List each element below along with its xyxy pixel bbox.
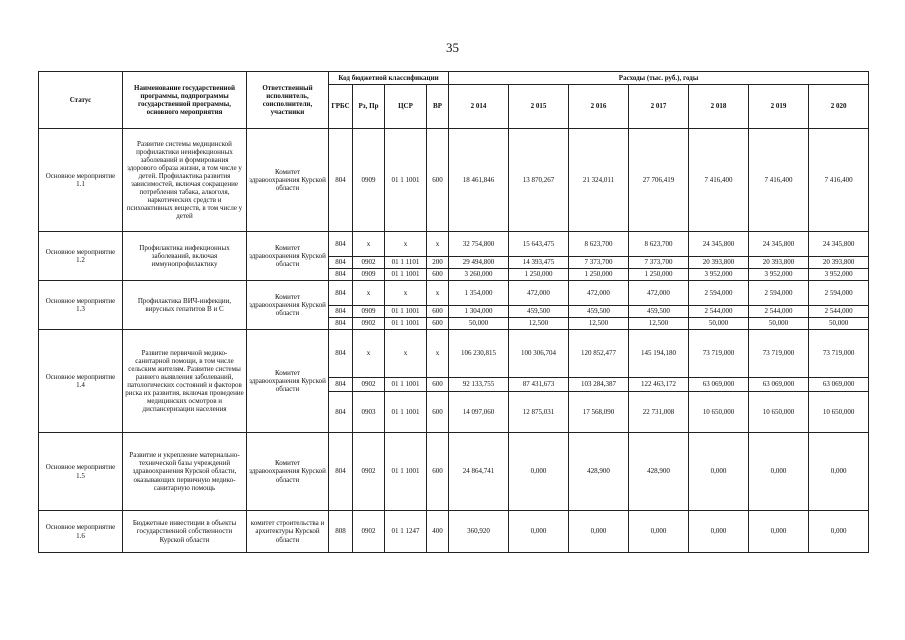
code-grbs-cell: 804 [329, 257, 353, 269]
expense-cell: 459,500 [509, 306, 569, 318]
expense-cell: 2 594,000 [749, 281, 809, 306]
measure-executor: Комитет здравоохранения Курской области [247, 232, 329, 281]
table-body [39, 129, 869, 553]
measure-executor: Комитет здравоохранения Курской области [247, 330, 329, 433]
expense-cell: 0,000 [509, 511, 569, 553]
expense-cell: 92 133,755 [449, 378, 509, 392]
expense-cell: 428,900 [629, 433, 689, 511]
expense-cell: 1 250,000 [569, 269, 629, 281]
code-vr-cell: 600 [427, 433, 449, 511]
code-grbs-cell: 804 [329, 378, 353, 392]
expense-cell: 20 393,800 [689, 257, 749, 269]
code-rzpr-cell: 0903 [353, 392, 385, 433]
header-executor: Ответственный исполнитель, соисполнители, участники [247, 72, 329, 129]
expense-cell: 7 373,700 [629, 257, 689, 269]
expense-cell: 63 069,000 [749, 378, 809, 392]
header-name: Наименование государственной программы, подпрограммы государственной программы, основного мероприятия [123, 72, 247, 129]
measure-name: Развитие первичной медико-санитарной помощи, в том числе сельским жителям. Развитие системы раннего выявления заболеваний, патологических состояний и факторов риска их развития, включая проведение медицинских осмотров и диспансеризации населения [123, 330, 247, 433]
measure-executor: Комитет здравоохранения Курской области [247, 281, 329, 330]
expense-cell: 24 345,800 [809, 232, 869, 257]
expense-cell: 20 393,800 [809, 257, 869, 269]
expense-cell: 7 416,400 [809, 129, 869, 232]
code-grbs-cell: 804 [329, 129, 353, 232]
expense-cell: 0,000 [749, 433, 809, 511]
code-csr-cell: 01 1 1101 [385, 257, 427, 269]
expense-cell: 360,920 [449, 511, 509, 553]
measure-status: Основное мероприятие 1.2 [39, 232, 123, 281]
code-rzpr-cell: 0909 [353, 269, 385, 281]
expense-cell: 3 952,000 [749, 269, 809, 281]
header-grbs: ГРБС [329, 85, 353, 129]
code-vr-cell: 600 [427, 129, 449, 232]
expense-cell: 15 643,475 [509, 232, 569, 257]
expense-cell: 0,000 [569, 511, 629, 553]
code-rzpr-cell: 0902 [353, 511, 385, 553]
code-rzpr-cell: х [353, 281, 385, 306]
expense-cell: 3 952,000 [689, 269, 749, 281]
code-vr-cell: 600 [427, 378, 449, 392]
code-grbs-cell: 804 [329, 306, 353, 318]
code-vr-cell: 600 [427, 318, 449, 330]
code-rzpr-cell: 0902 [353, 433, 385, 511]
expense-cell: 7 373,700 [569, 257, 629, 269]
expense-cell: 0,000 [809, 433, 869, 511]
expense-cell: 73 719,000 [689, 330, 749, 378]
expense-cell: 50,000 [449, 318, 509, 330]
measure-name: Профилактика ВИЧ-инфекции, вирусных гепатитов В и С [123, 281, 247, 330]
measure-status: Основное мероприятие 1.6 [39, 511, 123, 553]
header-year: 2 017 [629, 85, 689, 129]
page-number: 35 [446, 40, 459, 55]
expense-cell: 2 544,000 [749, 306, 809, 318]
table-row [39, 281, 869, 306]
expense-cell: 0,000 [809, 511, 869, 553]
expense-cell: 10 650,000 [809, 392, 869, 433]
code-rzpr-cell: 0902 [353, 378, 385, 392]
code-grbs-cell: 804 [329, 392, 353, 433]
expense-cell: 0,000 [689, 433, 749, 511]
header-rzpr: Рз, Пр [353, 85, 385, 129]
expense-cell: 103 284,387 [569, 378, 629, 392]
measure-executor: Комитет здравоохранения Курской области [247, 433, 329, 511]
expense-cell: 2 594,000 [809, 281, 869, 306]
measure-status: Основное мероприятие 1.5 [39, 433, 123, 511]
expense-cell: 17 568,090 [569, 392, 629, 433]
code-vr-cell: 600 [427, 269, 449, 281]
expense-cell: 73 719,000 [809, 330, 869, 378]
code-csr-cell: 01 1 1001 [385, 269, 427, 281]
expense-cell: 120 852,477 [569, 330, 629, 378]
measure-executor: комитет строительства и архитектуры Курской области [247, 511, 329, 553]
code-csr-cell: х [385, 281, 427, 306]
measure-name: Бюджетные инвестиции в объекты государственной собственности Курской области [123, 511, 247, 553]
expense-cell: 63 069,000 [689, 378, 749, 392]
budget-table [38, 71, 869, 553]
measure-status: Основное мероприятие 1.4 [39, 330, 123, 433]
header-csr: ЦСР [385, 85, 427, 129]
measure-name: Развитие системы медицинской профилактики неинфекционных заболеваний и формирования здорового образа жизни, в том числе у детей. Профилактика развития зависимостей, включая сокращение потребления табака, алкоголя, наркотических средств и психоактивных веществ, в том числе у детей [123, 129, 247, 232]
expense-cell: 7 416,400 [749, 129, 809, 232]
expense-cell: 459,500 [569, 306, 629, 318]
expense-cell: 100 306,704 [509, 330, 569, 378]
expense-cell: 87 431,673 [509, 378, 569, 392]
header-year: 2 018 [689, 85, 749, 129]
expense-cell: 27 706,419 [629, 129, 689, 232]
expense-cell: 1 354,000 [449, 281, 509, 306]
header-budget-code: Код бюджетной классификации [329, 72, 449, 85]
measure-status: Основное мероприятие 1.3 [39, 281, 123, 330]
expense-cell: 50,000 [809, 318, 869, 330]
table-row [39, 511, 869, 553]
expense-cell: 12 875,031 [509, 392, 569, 433]
code-vr-cell: х [427, 281, 449, 306]
code-csr-cell: 01 1 1001 [385, 306, 427, 318]
measure-name: Профилактика инфекционных заболеваний, включая иммунопрофилактику [123, 232, 247, 281]
expense-cell: 24 345,800 [749, 232, 809, 257]
expense-cell: 12,500 [509, 318, 569, 330]
expense-cell: 145 194,180 [629, 330, 689, 378]
expense-cell: 63 069,000 [809, 378, 869, 392]
table-row [39, 330, 869, 378]
measure-status: Основное мероприятие 1.1 [39, 129, 123, 232]
expense-cell: 8 623,700 [629, 232, 689, 257]
code-csr-cell: 01 1 1001 [385, 318, 427, 330]
code-csr-cell: 01 1 1001 [385, 392, 427, 433]
expense-cell: 428,900 [569, 433, 629, 511]
header-vr: ВР [427, 85, 449, 129]
expense-cell: 50,000 [689, 318, 749, 330]
code-grbs-cell: 804 [329, 330, 353, 378]
code-grbs-cell: 804 [329, 232, 353, 257]
code-rzpr-cell: 0909 [353, 306, 385, 318]
expense-cell: 29 494,800 [449, 257, 509, 269]
header-status: Статус [39, 72, 123, 129]
expense-cell: 0,000 [509, 433, 569, 511]
code-vr-cell: х [427, 330, 449, 378]
code-rzpr-cell: 0902 [353, 257, 385, 269]
header-year: 2 015 [509, 85, 569, 129]
code-rzpr-cell: 0909 [353, 129, 385, 232]
expense-cell: 21 324,011 [569, 129, 629, 232]
expense-cell: 22 731,008 [629, 392, 689, 433]
code-grbs-cell: 804 [329, 281, 353, 306]
expense-cell: 1 304,000 [449, 306, 509, 318]
expense-cell: 24 345,800 [689, 232, 749, 257]
expense-cell: 1 250,000 [509, 269, 569, 281]
code-vr-cell: 400 [427, 511, 449, 553]
expense-cell: 7 416,400 [689, 129, 749, 232]
code-grbs-cell: 808 [329, 511, 353, 553]
expense-cell: 459,500 [629, 306, 689, 318]
expense-cell: 2 594,000 [689, 281, 749, 306]
code-csr-cell: 01 1 1247 [385, 511, 427, 553]
code-csr-cell: 01 1 1001 [385, 433, 427, 511]
expense-cell: 14 097,060 [449, 392, 509, 433]
expense-cell: 24 864,741 [449, 433, 509, 511]
header-year: 2 020 [809, 85, 869, 129]
code-rzpr-cell: х [353, 232, 385, 257]
expense-cell: 1 250,000 [629, 269, 689, 281]
code-vr-cell: х [427, 232, 449, 257]
code-csr-cell: х [385, 330, 427, 378]
header-year: 2 019 [749, 85, 809, 129]
expense-cell: 106 230,815 [449, 330, 509, 378]
table-row [39, 129, 869, 232]
expense-cell: 3 260,000 [449, 269, 509, 281]
code-grbs-cell: 804 [329, 433, 353, 511]
expense-cell: 8 623,700 [569, 232, 629, 257]
expense-cell: 2 544,000 [809, 306, 869, 318]
expense-cell: 10 650,000 [749, 392, 809, 433]
expense-cell: 472,000 [569, 281, 629, 306]
code-csr-cell: х [385, 232, 427, 257]
header-year: 2 014 [449, 85, 509, 129]
measure-name: Развитие и укрепление материально-технической базы учреждений здравоохранения Курской области, оказывающих первичную медико-санитарную помощь [123, 433, 247, 511]
code-csr-cell: 01 1 1001 [385, 129, 427, 232]
code-vr-cell: 200 [427, 257, 449, 269]
expense-cell: 18 461,846 [449, 129, 509, 232]
table-row [39, 232, 869, 257]
code-vr-cell: 600 [427, 392, 449, 433]
code-rzpr-cell: х [353, 330, 385, 378]
expense-cell: 12,500 [569, 318, 629, 330]
expense-cell: 0,000 [629, 511, 689, 553]
expense-cell: 13 870,267 [509, 129, 569, 232]
expense-cell: 0,000 [689, 511, 749, 553]
table-header [39, 72, 869, 129]
expense-cell: 2 544,000 [689, 306, 749, 318]
expense-cell: 3 952,000 [809, 269, 869, 281]
code-grbs-cell: 804 [329, 318, 353, 330]
header-expenses: Расходы (тыс. руб.), годы [449, 72, 869, 85]
expense-cell: 122 463,172 [629, 378, 689, 392]
expense-cell: 50,000 [749, 318, 809, 330]
code-grbs-cell: 804 [329, 269, 353, 281]
code-vr-cell: 600 [427, 306, 449, 318]
expense-cell: 32 754,800 [449, 232, 509, 257]
expense-cell: 20 393,800 [749, 257, 809, 269]
measure-executor: Комитет здравоохранения Курской области [247, 129, 329, 232]
expense-cell: 0,000 [749, 511, 809, 553]
expense-cell: 73 719,000 [749, 330, 809, 378]
code-csr-cell: 01 1 1001 [385, 378, 427, 392]
expense-cell: 472,000 [509, 281, 569, 306]
expense-cell: 10 650,000 [689, 392, 749, 433]
expense-cell: 472,000 [629, 281, 689, 306]
expense-cell: 14 393,475 [509, 257, 569, 269]
code-rzpr-cell: 0902 [353, 318, 385, 330]
header-year: 2 016 [569, 85, 629, 129]
table-row [39, 433, 869, 511]
expense-cell: 12,500 [629, 318, 689, 330]
